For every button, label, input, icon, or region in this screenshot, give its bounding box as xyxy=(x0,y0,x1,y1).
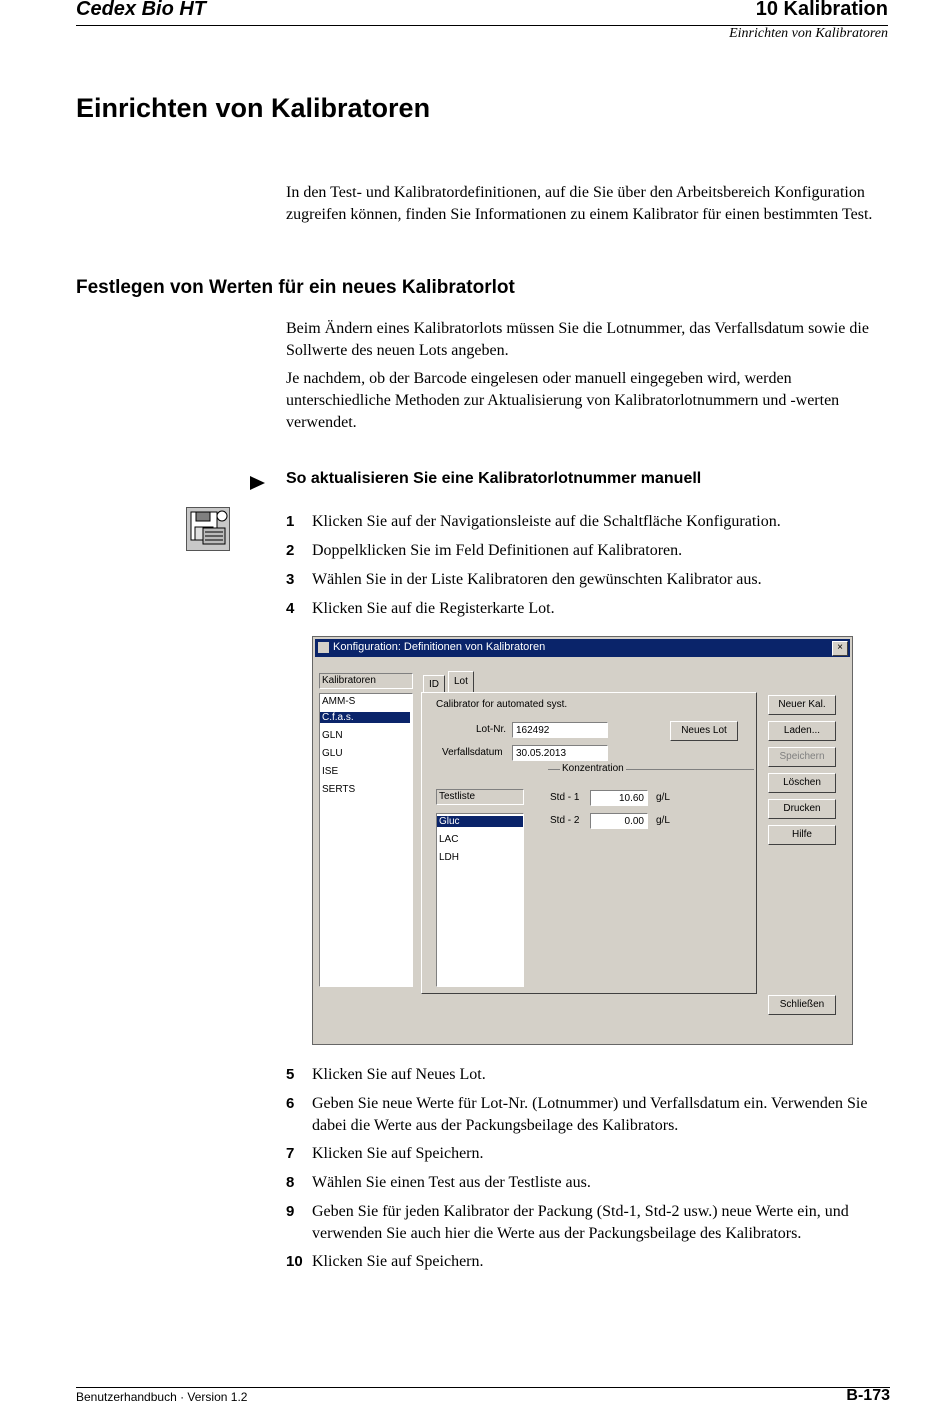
close-icon[interactable]: × xyxy=(832,641,848,656)
header-product: Cedex Bio HT xyxy=(76,0,207,20)
step-number: 1 xyxy=(286,513,295,530)
step-number: 2 xyxy=(286,542,295,559)
new-calibrator-button[interactable]: Neuer Kal. xyxy=(768,695,836,715)
list-item-selected[interactable]: C.f.a.s. xyxy=(320,712,410,723)
step-text: Geben Sie für jeden Kalibrator der Packung (Std-1, Std-2 usw.) neue Werte ein, und verwenden Sie auch hier die Werte aus der Packungsbeilage des Kalibrators. xyxy=(312,1203,849,1242)
unit-label: g/L xyxy=(656,815,670,826)
section-heading: Festlegen von Werten für ein neues Kalibratorlot xyxy=(76,277,515,298)
load-button[interactable]: Laden... xyxy=(768,721,836,741)
close-button[interactable]: Schließen xyxy=(768,995,836,1015)
step-text: Geben Sie neue Werte für Lot-Nr. (Lotnummer) und Verfallsdatum ein. Verwenden Sie dabei die Werte aus der Packungsbeilage des Kalibrators. xyxy=(312,1095,868,1134)
step-number: 8 xyxy=(286,1174,295,1191)
calibrator-type-text: Calibrator for automated syst. xyxy=(436,699,568,710)
procedure-heading: So aktualisieren Sie eine Kalibratorlotnummer manuell xyxy=(286,470,702,487)
dialog-title: Konfiguration: Definitionen von Kalibratoren xyxy=(333,641,546,653)
lot-tab-panel xyxy=(421,692,757,994)
calibrators-list[interactable] xyxy=(319,693,413,987)
paragraph-1: Beim Ändern eines Kalibratorlots müssen Sie die Lotnummer, das Verfallsdatum sowie die Sollwerte des neuen Lots angeben. xyxy=(286,320,869,359)
footer-manual: Benutzerhandbuch · Version 1.2 xyxy=(76,1390,248,1404)
help-button[interactable]: Hilfe xyxy=(768,825,836,845)
step-number: 10 xyxy=(286,1253,303,1270)
save-button[interactable]: Speichern xyxy=(768,747,836,767)
step-text: Klicken Sie auf der Navigationsleiste auf die Schaltfläche Konfiguration. xyxy=(312,513,781,530)
step-text: Klicken Sie auf Speichern. xyxy=(312,1145,484,1162)
page-title: Einrichten von Kalibratoren xyxy=(76,93,431,123)
list-item[interactable]: LAC xyxy=(439,834,459,845)
concentration-group xyxy=(548,763,754,827)
step-text: Klicken Sie auf Neues Lot. xyxy=(312,1066,486,1083)
window-menu-icon[interactable] xyxy=(318,642,329,653)
std2-label: Std - 2 xyxy=(550,815,580,826)
tab-id[interactable]: ID xyxy=(423,675,445,693)
unit-label: g/L xyxy=(656,792,670,803)
testlist-label: Testliste xyxy=(439,791,476,802)
list-item[interactable]: AMM-S xyxy=(322,696,356,707)
expiry-date-field[interactable]: 30.05.2013 xyxy=(512,745,608,761)
header-chapter: 10 Kalibration xyxy=(755,0,888,20)
calibrators-label: Kalibratoren xyxy=(322,675,376,686)
footer-rule xyxy=(76,1387,890,1388)
new-lot-button[interactable]: Neues Lot xyxy=(670,721,738,741)
lot-number-field[interactable]: 162492 xyxy=(512,722,608,738)
intro-paragraph: In den Test- und Kalibratordefinitionen, auf die Sie über den Arbeitsbereich Konfiguration zugreifen können, finden Sie Informationen zu einem Kalibrator für einen bestimmten Test. xyxy=(286,184,873,223)
list-item[interactable]: ISE xyxy=(322,766,339,777)
std2-field[interactable]: 0.00 xyxy=(590,813,648,829)
step-number: 6 xyxy=(286,1095,295,1112)
expiry-label: Verfallsdatum xyxy=(442,747,503,758)
paragraph-2: Je nachdem, ob der Barcode eingelesen oder manuell eingegeben wird, werden unterschiedliche Methoden zur Aktualisierung von Kalibratorlotnummern und -werten verwendet. xyxy=(286,370,840,431)
step-text: Klicken Sie auf Speichern. xyxy=(312,1253,484,1270)
list-item[interactable]: SERTS xyxy=(322,784,356,795)
dialog-titlebar xyxy=(315,639,850,657)
step-number: 4 xyxy=(286,600,295,617)
list-item[interactable]: GLN xyxy=(322,730,343,741)
step-text: Wählen Sie in der Liste Kalibratoren den gewünschten Kalibrator aus. xyxy=(312,571,762,588)
list-item[interactable]: GLU xyxy=(322,748,343,759)
testlist-header xyxy=(436,789,524,805)
list-item-selected[interactable]: Gluc xyxy=(437,816,523,827)
std1-field[interactable]: 10.60 xyxy=(590,790,648,806)
test-list[interactable] xyxy=(436,813,524,987)
step-number: 9 xyxy=(286,1203,295,1220)
lot-label: Lot-Nr. xyxy=(476,724,507,735)
header-subtitle: Einrichten von Kalibratoren xyxy=(729,26,888,41)
step-number: 3 xyxy=(286,571,295,588)
step-number: 7 xyxy=(286,1145,295,1162)
std1-label: Std - 1 xyxy=(550,792,580,803)
step-text: Doppelklicken Sie im Feld Definitionen auf Kalibratoren. xyxy=(312,542,683,559)
step-text: Wählen Sie einen Test aus der Testliste aus. xyxy=(312,1174,591,1191)
delete-button[interactable]: Löschen xyxy=(768,773,836,793)
print-button[interactable]: Drucken xyxy=(768,799,836,819)
calibrators-header xyxy=(319,673,413,689)
configuration-floppy-icon xyxy=(186,507,230,551)
procedure-arrow-icon xyxy=(250,476,265,490)
footer-page-number: B-173 xyxy=(846,1387,890,1404)
step-text: Klicken Sie auf die Registerkarte Lot. xyxy=(312,600,555,617)
tab-lot[interactable]: Lot xyxy=(448,671,474,693)
step-number: 5 xyxy=(286,1066,295,1083)
concentration-label: Konzentration xyxy=(562,763,624,774)
list-item[interactable]: LDH xyxy=(439,852,460,863)
calibrator-dialog-screenshot xyxy=(312,636,853,1045)
